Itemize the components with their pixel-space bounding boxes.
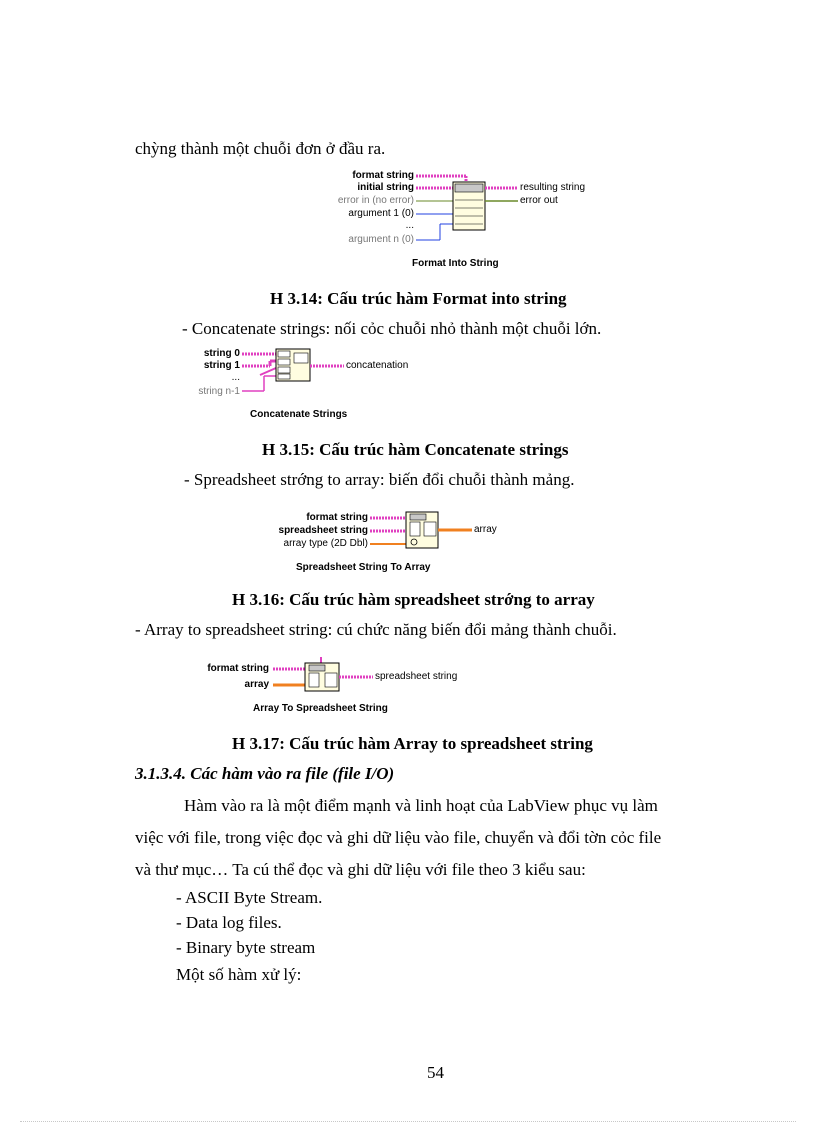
figure-caption: H 3.15: Cấu trúc hàm Concatenate strings <box>262 440 569 459</box>
input-label: argument n (0) <box>348 234 414 245</box>
concatenate-strings-diagram <box>180 345 440 425</box>
input-label: error in (no error) <box>337 195 414 206</box>
output-label: spreadsheet string <box>375 671 458 682</box>
input-label: format string <box>207 663 269 674</box>
list-item: - ASCII Byte Stream. <box>176 888 323 907</box>
text-line: chỳng thành một chuỗi đơn ở đầu ra. <box>135 139 386 158</box>
input-label: initial string <box>357 182 414 193</box>
diagram-caption: Array To Spreadsheet String <box>253 703 388 714</box>
figure-caption: H 3.14: Cấu trúc hàm Format into string <box>270 289 567 308</box>
list-item: - Data log files. <box>176 913 282 932</box>
text-line: - Concatenate strings: nối cỏc chuỗi nhỏ thành một chuỗi lớn. <box>182 319 602 338</box>
paragraph-line: và thư mục… Ta cú thể đọc và ghi dữ liệu với file theo 3 kiểu sau: <box>135 860 586 879</box>
input-label: format string <box>306 512 368 523</box>
text-line: - Spreadsheet strớng to array: biến đổi chuỗi thành mảng. <box>184 470 575 489</box>
diagram-caption: Format Into String <box>412 258 499 269</box>
diagram-caption: Spreadsheet String To Array <box>296 562 431 573</box>
page-number: 54 <box>427 1063 444 1082</box>
footer-rule <box>20 1121 796 1122</box>
output-label: concatenation <box>346 360 409 371</box>
section-heading: 3.1.3.4. Các hàm vào ra file (file I/O) <box>135 764 395 783</box>
array-to-spreadsheet-diagram <box>185 655 485 717</box>
input-label: spreadsheet string <box>278 525 368 536</box>
figure-caption: H 3.16: Cấu trúc hàm spreadsheet strớng to array <box>232 590 595 609</box>
input-label: format string <box>352 170 414 181</box>
input-label: argument 1 (0) <box>348 208 414 219</box>
input-label: string 1 <box>203 360 240 371</box>
input-label: string 0 <box>203 348 240 359</box>
diagram-caption: Concatenate Strings <box>250 409 348 420</box>
spreadsheet-to-array-diagram <box>250 508 520 578</box>
format-into-string-diagram <box>320 166 610 274</box>
output-label: error out <box>520 195 558 206</box>
output-label: resulting string <box>520 182 586 193</box>
list-item: - Binary byte stream <box>176 938 316 957</box>
input-label: ... <box>405 220 414 231</box>
text-line: Một số hàm xử lý: <box>176 965 302 984</box>
input-label: array type (2D Dbl) <box>283 538 368 549</box>
text-line: - Array to spreadsheet string: cú chức năng biến đổi mảng thành chuỗi. <box>135 620 617 639</box>
output-label: array <box>474 524 497 535</box>
paragraph-line: việc với file, trong việc đọc và ghi dữ liệu vào file, chuyển và đổi tờn cỏc file <box>135 828 662 847</box>
input-label: string n-1 <box>198 386 240 397</box>
paragraph-line: Hàm vào ra là một điểm mạnh và linh hoạt của LabView phục vụ làm <box>184 796 658 815</box>
input-label: ... <box>231 372 240 383</box>
figure-caption: H 3.17: Cấu trúc hàm Array to spreadsheet string <box>232 734 593 753</box>
input-label: array <box>244 679 269 690</box>
